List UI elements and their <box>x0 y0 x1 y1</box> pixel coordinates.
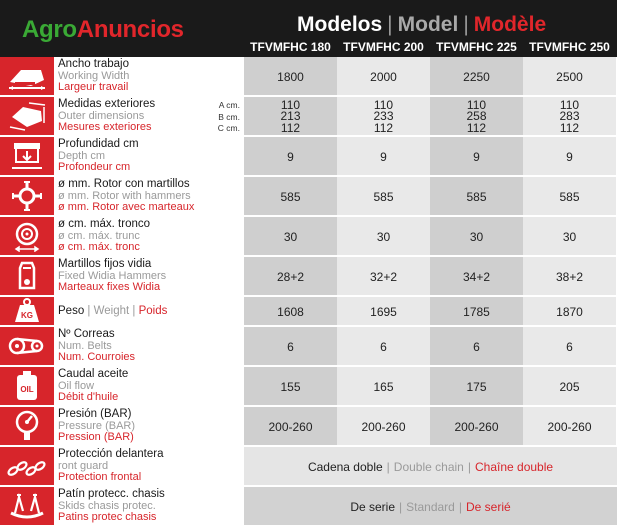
title-en: Model <box>397 13 459 36</box>
label-fr: ø cm. máx. tronc <box>58 241 140 253</box>
value-cell: 6 <box>337 327 430 367</box>
value-cell: 585 <box>430 177 523 217</box>
span-en: Double chain <box>393 460 464 474</box>
label-es: Medidas exteriores <box>58 98 156 110</box>
label-en: Outer dimensions <box>58 109 145 122</box>
dim-value: 110 <box>559 97 580 112</box>
dimension-letters <box>214 100 240 135</box>
spec-label <box>54 327 244 367</box>
spec-row-outer-dimensions <box>0 97 617 137</box>
span-es: De serie <box>350 500 396 514</box>
value-cell: 200-260 <box>523 407 616 447</box>
label-fr: Patins protec chasis <box>58 511 157 523</box>
label-fr: Pression (BAR) <box>58 431 134 443</box>
belt-icon <box>0 327 54 367</box>
value-cell: 1695 <box>337 297 430 327</box>
spec-label <box>54 137 244 177</box>
spec-label <box>54 217 244 257</box>
trunk-icon <box>0 217 54 257</box>
value-cell: 205 <box>523 367 616 407</box>
chain-guard-icon <box>0 447 54 487</box>
value-cell: 30 <box>523 217 616 257</box>
label-es: Profundidad cm <box>58 138 139 150</box>
value-cell <box>244 97 337 137</box>
dim-value: 110 <box>280 97 301 112</box>
value-cell: 9 <box>337 137 430 177</box>
title-separator: | <box>387 13 393 36</box>
value-cell: 585 <box>337 177 430 217</box>
spec-row-skids <box>0 487 617 527</box>
label-en: Skids chasis protec. <box>58 499 156 512</box>
value-cell: 175 <box>430 367 523 407</box>
value-cell: 1608 <box>244 297 337 327</box>
spec-row-rotor <box>0 177 617 217</box>
label-en: Num. Belts <box>58 339 112 352</box>
dim-value: 110 <box>373 97 394 112</box>
dim-value: 283 <box>559 109 580 124</box>
outer-dimensions-icon <box>0 97 54 137</box>
spanned-value-cell: Cadena doble | Double chain | Chaîne double <box>244 447 617 487</box>
label-fr: Num. Courroies <box>58 351 136 363</box>
title-es: Modelos <box>297 13 383 36</box>
label-es: Nº Correas <box>58 328 115 340</box>
spec-row-belts <box>0 327 617 367</box>
title-fr: Modèle <box>473 13 547 36</box>
oil-icon-text: OIL <box>20 385 34 394</box>
value-cell: 32+2 <box>337 257 430 297</box>
spec-label <box>54 257 244 297</box>
label-fr: Débit d'huile <box>58 391 119 403</box>
label-en: Working Width <box>58 69 130 82</box>
value-cell: 165 <box>337 367 430 407</box>
spec-row-front-guard <box>0 447 617 487</box>
label-en: ø mm. Rotor with hammers <box>58 189 191 202</box>
label-inline: Peso | Weight | Poids <box>58 305 168 317</box>
weight-icon <box>0 297 54 327</box>
spec-label <box>54 297 244 327</box>
pressure-icon <box>0 407 54 447</box>
spec-row-trunk <box>0 217 617 257</box>
label-en: Fixed Widia Hammers <box>58 269 167 282</box>
dim-b: B cm. <box>218 111 240 122</box>
value-cell: 585 <box>244 177 337 217</box>
dim-value: 233 <box>373 109 394 124</box>
label-fr: Largeur travail <box>58 81 129 93</box>
spec-label <box>54 407 244 447</box>
model-header-4: TFVMFHC 250 <box>529 40 610 54</box>
value-cell: 34+2 <box>430 257 523 297</box>
agroanuncios-logo[interactable] <box>22 16 184 44</box>
label-es: Patín protecc. chasis <box>58 488 165 500</box>
label-en: Depth cm <box>58 149 106 162</box>
spec-label <box>54 97 244 137</box>
header <box>0 0 617 57</box>
value-cell: 28+2 <box>244 257 337 297</box>
value-cell <box>523 97 616 137</box>
spanned-value-cell: De serie | Standard | De serié <box>244 487 617 527</box>
title-separator: | <box>463 13 469 36</box>
value-cell: 1800 <box>244 57 337 97</box>
weight-icon-text: KG <box>21 311 33 320</box>
value-cell: 155 <box>244 367 337 407</box>
value-cell: 2500 <box>523 57 616 97</box>
spec-row-depth <box>0 137 617 177</box>
oil-icon <box>0 367 54 407</box>
value-cell <box>430 97 523 137</box>
spec-row-oil-flow <box>0 367 617 407</box>
spec-row-weight <box>0 297 617 327</box>
value-cell: 1785 <box>430 297 523 327</box>
models-title <box>297 13 546 37</box>
value-cell: 585 <box>523 177 616 217</box>
spec-label <box>54 447 244 487</box>
label-fr: Poids <box>138 305 168 317</box>
span-fr: De serié <box>465 500 511 514</box>
span-en: Standard <box>406 500 455 514</box>
working-width-icon <box>0 57 54 97</box>
dim-value: 213 <box>280 109 301 124</box>
label-es: Presión (BAR) <box>58 408 132 420</box>
value-cell: 6 <box>523 327 616 367</box>
dim-value: 112 <box>373 120 394 135</box>
rotor-icon <box>0 177 54 217</box>
value-cell: 2250 <box>430 57 523 97</box>
value-cell: 30 <box>244 217 337 257</box>
dim-value: 112 <box>466 120 487 135</box>
hammer-icon <box>0 257 54 297</box>
label-en: Weight <box>93 305 130 317</box>
model-header-1: TFVMFHC 180 <box>250 40 331 54</box>
dim-value: 112 <box>280 120 301 135</box>
dim-a: A cm. <box>218 100 240 110</box>
label-es: Protección delantera <box>58 448 164 460</box>
label-fr: Mesures exteriores <box>58 121 152 133</box>
spec-label <box>54 57 244 97</box>
model-header-2: TFVMFHC 200 <box>343 40 424 54</box>
value-cell: 30 <box>337 217 430 257</box>
logo-part-agro: Agro <box>22 16 77 43</box>
label-en: ront guard <box>58 459 109 472</box>
dim-c: C cm. <box>217 123 240 133</box>
value-cell <box>337 97 430 137</box>
label-fr: Protection frontal <box>58 471 142 483</box>
value-cell: 200-260 <box>430 407 523 447</box>
value-cell: 9 <box>244 137 337 177</box>
label-en: Oil flow <box>58 379 95 392</box>
value-cell: 6 <box>244 327 337 367</box>
label-es: ø cm. máx. tronco <box>58 218 151 230</box>
label-en: ø cm. máx. trunc <box>58 229 140 242</box>
skid-icon <box>0 487 54 527</box>
spec-row-working-width <box>0 57 617 97</box>
span-es: Cadena doble <box>307 460 383 474</box>
value-cell: 200-260 <box>337 407 430 447</box>
label-es: Caudal aceite <box>58 368 129 380</box>
spec-row-pressure <box>0 407 617 447</box>
label-en: Pressure (BAR) <box>58 419 136 432</box>
label-es: Ancho trabajo <box>58 58 129 70</box>
value-cell: 6 <box>430 327 523 367</box>
value-cell: 1870 <box>523 297 616 327</box>
value-cell: 9 <box>430 137 523 177</box>
spec-label <box>54 367 244 407</box>
value-cell: 9 <box>523 137 616 177</box>
model-header-3: TFVMFHC 225 <box>436 40 517 54</box>
spec-row-hammers <box>0 257 617 297</box>
label-fr: Profondeur cm <box>58 161 131 173</box>
label-es: Peso <box>58 305 85 317</box>
depth-icon <box>0 137 54 177</box>
label-fr: ø mm. Rotor avec marteaux <box>58 201 195 213</box>
dim-value: 258 <box>466 109 487 124</box>
value-cell: 200-260 <box>244 407 337 447</box>
spec-label <box>54 487 244 527</box>
label-fr: Marteaux fixes Widia <box>58 281 161 293</box>
value-cell: 38+2 <box>523 257 616 297</box>
value-cell: 30 <box>430 217 523 257</box>
span-fr: Chaîne double <box>474 460 554 474</box>
spec-label <box>54 177 244 217</box>
label-es: ø mm. Rotor con martillos <box>58 178 190 190</box>
logo-part-anuncios: Anuncios <box>76 16 184 43</box>
label-es: Martillos fijos vidia <box>58 258 152 270</box>
dim-value: 112 <box>559 120 580 135</box>
value-cell: 2000 <box>337 57 430 97</box>
dim-value: 110 <box>466 97 487 112</box>
